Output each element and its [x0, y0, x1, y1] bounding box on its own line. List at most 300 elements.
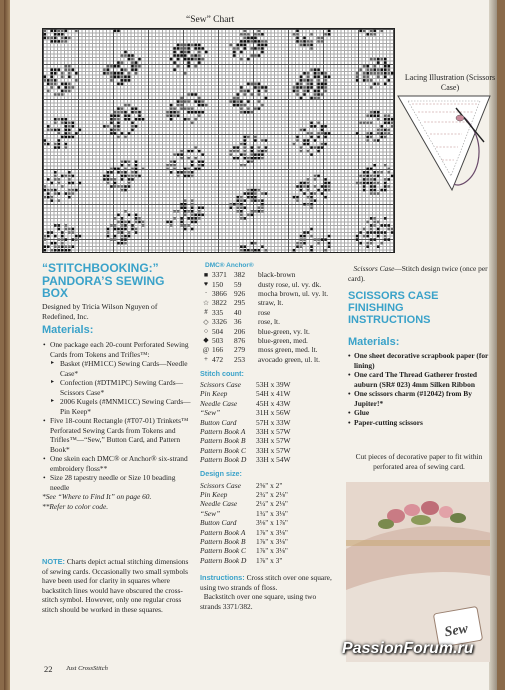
item-name: “Sew”: [200, 508, 221, 518]
stitch-cell: [191, 199, 194, 202]
stitch-cell: [114, 185, 117, 188]
materials-subitem: ▸ Basket (#HM1CC) Sewing Cards—Needle Case*: [42, 359, 194, 378]
design-size-row: [200, 490, 350, 499]
stitch-cell: [128, 235, 131, 238]
stitch-cell: [117, 118, 120, 121]
stitch-cell: [244, 33, 247, 36]
stitch-cell: [198, 114, 201, 117]
stitch-cell: [380, 129, 383, 132]
color-key-row: [200, 270, 350, 279]
stitch-cell: [300, 150, 303, 153]
stitch-cell: [170, 107, 173, 110]
stitch-cell: [138, 175, 141, 178]
stitch-cell: [296, 30, 299, 33]
stitch-cell: [261, 157, 264, 160]
stitch-cell: [201, 164, 204, 167]
stitch-cell: [54, 129, 57, 132]
stitch-cell: [187, 61, 190, 64]
stitch-cell: [356, 132, 359, 135]
stitch-cell: [321, 86, 324, 89]
stitch-cell: [51, 40, 54, 43]
stitch-cell: [307, 182, 310, 185]
stitch-cell: [121, 175, 124, 178]
stitch-cell: [370, 217, 373, 220]
stitch-cell: [244, 153, 247, 156]
stitch-cell: [359, 68, 362, 71]
design-size-heading: Design size:: [200, 469, 242, 479]
stitch-cell: [244, 47, 247, 50]
item-value: 1⅞" x 3": [256, 555, 283, 565]
design-size-row: [200, 527, 350, 536]
stitch-cell: [324, 90, 327, 93]
materials-item: • One package each 20-count Perforated Sewing Cards from Tokens and Trifles™:: [42, 340, 194, 359]
stitch-cell: [310, 125, 313, 128]
stitch-cell: [61, 118, 64, 121]
stitch-cell: [314, 76, 317, 79]
stitch-cell: [47, 178, 50, 181]
stitch-cell: [258, 150, 261, 153]
stitch-cell: [240, 86, 243, 89]
stitch-cell: [121, 242, 124, 245]
stitch-cell: [68, 245, 71, 248]
materials-subitem: ▸ Confection (#DTM1PC) Sewing Cards—Scissors Case*: [42, 378, 194, 397]
stitch-cell: [384, 68, 387, 71]
stitch-cell: [131, 122, 134, 125]
stitch-cell: [58, 132, 61, 135]
stitch-cell: [244, 146, 247, 149]
stitch-cell: [366, 175, 369, 178]
design-size-row: [200, 509, 350, 518]
stitch-cell: [303, 129, 306, 132]
stitch-cell: [356, 79, 359, 82]
stitch-cell: [44, 196, 47, 199]
stitch-cell: [103, 178, 106, 181]
stitch-cell: [310, 146, 313, 149]
stitch-cell: [114, 235, 117, 238]
stitch-cell: [170, 114, 173, 117]
stitch-cell: [363, 185, 366, 188]
stitch-cell: [310, 206, 313, 209]
stitch-cell: [54, 72, 57, 75]
stitch-cell: [201, 100, 204, 103]
stitch-cell: [51, 79, 54, 82]
stitch-count-heading: Stitch count:: [200, 368, 244, 378]
stitch-cell: [310, 83, 313, 86]
stitch-cell: [317, 189, 320, 192]
stitch-cell: [117, 30, 120, 33]
anchor-number: 253: [234, 354, 246, 364]
stitch-cell: [205, 104, 208, 107]
stitch-cell: [310, 122, 313, 125]
stitch-cell: [363, 235, 366, 238]
stitch-cell: [54, 68, 57, 71]
design-size-row: [200, 480, 350, 489]
stitch-cell: [177, 58, 180, 61]
stitch-cell: [247, 111, 250, 114]
stitch-cell: [61, 93, 64, 96]
stitch-cell: [131, 65, 134, 68]
stitch-cell: [180, 100, 183, 103]
stitch-cell: [72, 238, 75, 241]
design-size-row: [200, 518, 350, 527]
stitch-cell: [240, 90, 243, 93]
stitch-cell: [131, 178, 134, 181]
anchor-header: Anchor®: [226, 262, 254, 269]
stitch-cell: [110, 168, 113, 171]
stitch-cell: [247, 90, 250, 93]
stitch-cell: [79, 129, 82, 132]
stitch-cell: [121, 185, 124, 188]
stitch-cell: [54, 79, 57, 82]
stitch-cell: [61, 33, 64, 36]
stitch-cell: [54, 178, 57, 181]
stitch-cell: [44, 189, 47, 192]
stitch-cell: [72, 192, 75, 195]
stitch-cell: [391, 231, 394, 234]
stitch-cell: [233, 51, 236, 54]
stitch-cell: [366, 68, 369, 71]
stitch-cell: [103, 125, 106, 128]
stitch-cell: [58, 93, 61, 96]
stitch-cell: [180, 44, 183, 47]
stitch-cell: [184, 58, 187, 61]
stitch-cell: [303, 192, 306, 195]
stitch-cell: [75, 189, 78, 192]
stitch-cell: [377, 68, 380, 71]
stitch-cell: [121, 132, 124, 135]
stitch-cell: [317, 175, 320, 178]
stitch-cell: [68, 189, 71, 192]
stitch-cell: [366, 76, 369, 79]
stitch-cell: [265, 150, 268, 153]
dmc-number: 166: [212, 345, 224, 355]
stitch-cell: [61, 249, 64, 252]
stitch-cell: [173, 47, 176, 50]
stitch-cell: [258, 199, 261, 202]
stitch-cell: [254, 33, 257, 36]
stitch-cell: [384, 217, 387, 220]
floss-symbol: ■: [203, 270, 209, 279]
stitch-cell: [307, 189, 310, 192]
stitch-cell: [300, 189, 303, 192]
stitch-cell: [198, 206, 201, 209]
stitch-cell: [244, 206, 247, 209]
stitch-cell: [194, 44, 197, 47]
stitch-cell: [180, 104, 183, 107]
stitch-cell: [328, 235, 331, 238]
stitch-cell: [114, 238, 117, 241]
stitch-cell: [258, 100, 261, 103]
stitch-cell: [356, 235, 359, 238]
stitch-cell: [303, 143, 306, 146]
item-value: 31H x 56W: [256, 408, 291, 418]
stitch-cell: [180, 217, 183, 220]
item-name: “Sew”: [200, 408, 221, 418]
stitch-cell: [233, 100, 236, 103]
stitch-cell: [121, 164, 124, 167]
stitch-cell: [237, 157, 240, 160]
stitch-cell: [114, 132, 117, 135]
stitch-cell: [47, 79, 50, 82]
stitch-cell: [166, 114, 169, 117]
stitch-cell: [128, 58, 131, 61]
stitch-cell: [173, 111, 176, 114]
stitch-cell: [54, 171, 57, 174]
stitch-cell: [68, 178, 71, 181]
stitch-cell: [377, 221, 380, 224]
stitch-cell: [387, 122, 390, 125]
stitch-cell: [384, 231, 387, 234]
stitch-count-table: [200, 380, 350, 465]
stitch-cell: [72, 122, 75, 125]
stitch-cell: [258, 153, 261, 156]
stitch-cell: [194, 100, 197, 103]
stitch-cell: [173, 168, 176, 171]
stitch-cell: [384, 114, 387, 117]
stitch-cell: [58, 118, 61, 121]
stitch-cell: [244, 40, 247, 43]
stitch-cell: [65, 122, 68, 125]
stitch-cell: [180, 153, 183, 156]
stitch-cell: [198, 58, 201, 61]
stitch-cell: [107, 175, 110, 178]
stitch-cell: [317, 72, 320, 75]
color-key-row: [200, 308, 350, 317]
stitch-cell: [117, 61, 120, 64]
stitch-cell: [58, 228, 61, 231]
stitch-cell: [366, 221, 369, 224]
stitch-cell: [317, 37, 320, 40]
stitch-cell: [135, 65, 138, 68]
stitch-cell: [166, 168, 169, 171]
lacing-title: Lacing Illustration (Scissors Case): [404, 73, 496, 92]
stitch-cell: [384, 58, 387, 61]
stitch-cell: [79, 235, 82, 238]
stitch-cell: [58, 86, 61, 89]
stitch-cell: [54, 37, 57, 40]
stitch-cell: [61, 40, 64, 43]
stitch-cell: [377, 182, 380, 185]
stitch-cell: [244, 37, 247, 40]
stitch-cell: [187, 58, 190, 61]
stitch-cell: [366, 231, 369, 234]
stitch-cell: [173, 68, 176, 71]
watermark: PassionForum.ru: [342, 640, 474, 657]
stitch-cell: [142, 118, 145, 121]
stitch-cell: [187, 44, 190, 47]
stitch-cell: [128, 178, 131, 181]
stitch-cell: [307, 90, 310, 93]
stitch-cell: [244, 90, 247, 93]
stitch-cell: [373, 178, 376, 181]
stitch-cell: [54, 245, 57, 248]
stitch-cell: [317, 146, 320, 149]
stitch-cell: [110, 185, 113, 188]
materials-subitem: ▸ 2006 Kugels (#MNM1CC) Sewing Cards—Pin Keep*: [42, 397, 194, 416]
dmc-number: 3371: [212, 270, 227, 280]
stitch-cell: [247, 192, 250, 195]
stitch-cell: [317, 90, 320, 93]
stitch-cell: [310, 192, 313, 195]
stitch-cell: [117, 111, 120, 114]
stitch-cell: [65, 249, 68, 252]
stitch-cell: [44, 249, 47, 252]
stitch-cell: [61, 30, 64, 33]
item-name: Scissors Case: [200, 480, 241, 490]
stitch-cell: [247, 58, 250, 61]
stitch-cell: [121, 160, 124, 163]
stitch-cell: [258, 44, 261, 47]
stitch-cell: [184, 107, 187, 110]
stitch-cell: [377, 139, 380, 142]
stitch-cell: [184, 100, 187, 103]
stitch-cell: [51, 231, 54, 234]
color-name: blue-green, med.: [258, 335, 308, 345]
stitch-cell: [254, 157, 257, 160]
stitch-cell: [244, 150, 247, 153]
stitch-cell: [107, 228, 110, 231]
stitch-cell: [328, 30, 331, 33]
stitch-cell: [121, 79, 124, 82]
stitch-cell: [198, 54, 201, 57]
stitch-cell: [380, 231, 383, 234]
stitch-cell: [370, 114, 373, 117]
stitch-cell: [65, 245, 68, 248]
stitch-cell: [240, 143, 243, 146]
stitch-cell: [373, 65, 376, 68]
stitch-cell: [135, 118, 138, 121]
stitch-cell: [51, 242, 54, 245]
dmc-number: 150: [212, 279, 224, 289]
dmc-number: 503: [212, 335, 224, 345]
stitch-cell: [44, 139, 47, 142]
stitch-cell: [300, 245, 303, 248]
stitch-cell: [324, 178, 327, 181]
stitch-cell: [114, 118, 117, 121]
stitch-cell: [194, 54, 197, 57]
stitch-cell: [240, 107, 243, 110]
stitch-cell: [177, 47, 180, 50]
stitch-cell: [296, 245, 299, 248]
stitch-cell: [117, 114, 120, 117]
stitch-cell: [317, 76, 320, 79]
page-number: 22: [44, 664, 53, 674]
stitch-cell: [54, 189, 57, 192]
stitch-cell: [110, 72, 113, 75]
materials-heading: Materials:: [42, 324, 94, 336]
stitch-cell: [307, 185, 310, 188]
stitch-cell: [303, 90, 306, 93]
stitch-cell: [65, 238, 68, 241]
stitch-cell: [328, 182, 331, 185]
scissors-intro-text: —Stitch design twice (once per card).: [348, 264, 488, 283]
designer-credit: Designed by Tricia Wilson Nguyen of Redefined, Inc.: [42, 302, 158, 321]
stitch-cell: [54, 83, 57, 86]
stitch-cell: [191, 93, 194, 96]
stitch-cell: [310, 199, 313, 202]
stitch-cell: [107, 68, 110, 71]
stitch-cell: [135, 217, 138, 220]
stitch-cell: [384, 65, 387, 68]
stitch-cell: [307, 178, 310, 181]
stitch-cell: [54, 146, 57, 149]
stitch-cell: [114, 114, 117, 117]
anchor-number: 36: [234, 317, 242, 327]
stitch-cell: [240, 206, 243, 209]
stitch-cell: [65, 83, 68, 86]
stitch-cell: [387, 178, 390, 181]
stitch-cell: [230, 206, 233, 209]
stitch-cell: [124, 189, 127, 192]
stitch-cell: [194, 214, 197, 217]
stitch-cell: [131, 107, 134, 110]
stitch-cell: [265, 97, 268, 100]
stitch-cell: [75, 238, 78, 241]
stitch-cell: [373, 139, 376, 142]
stitch-cell: [198, 104, 201, 107]
stitch-cell: [107, 182, 110, 185]
stitch-cell: [54, 118, 57, 121]
stitch-cell: [261, 206, 264, 209]
stitch-cell: [258, 206, 261, 209]
stitch-cell: [244, 217, 247, 220]
stitch-cell: [142, 168, 145, 171]
stitch-cell: [384, 83, 387, 86]
stitch-cell: [177, 171, 180, 174]
stitch-cell: [47, 196, 50, 199]
stitch-cell: [380, 125, 383, 128]
stitch-cell: [135, 228, 138, 231]
stitch-cell: [384, 132, 387, 135]
stitch-cell: [237, 206, 240, 209]
stitch-cell: [265, 40, 268, 43]
stitch-cell: [237, 146, 240, 149]
stitch-cell: [230, 203, 233, 206]
stitch-cell: [121, 178, 124, 181]
stitch-cell: [307, 139, 310, 142]
stitch-cell: [237, 104, 240, 107]
stitch-cell: [135, 160, 138, 163]
stitch-cell: [68, 129, 71, 132]
stitch-cell: [317, 93, 320, 96]
stitch-cell: [117, 214, 120, 217]
stitch-cell: [251, 111, 254, 114]
color-key-row: [200, 279, 350, 288]
stitch-cell: [184, 203, 187, 206]
stitch-cell: [58, 33, 61, 36]
stitch-cell: [380, 171, 383, 174]
stitch-cell: [265, 86, 268, 89]
stitch-count-row: [200, 436, 350, 445]
stitch-cell: [58, 192, 61, 195]
stitch-cell: [317, 68, 320, 71]
item-value: 1⅞" x 3⅛": [256, 546, 288, 556]
stitch-cell: [244, 30, 247, 33]
stitch-cell: [380, 132, 383, 135]
stitch-cell: [124, 136, 127, 139]
stitch-cell: [131, 228, 134, 231]
stitch-cell: [72, 182, 75, 185]
stitch-cell: [110, 238, 113, 241]
stitch-cell: [79, 182, 82, 185]
item-name: Pin Keep: [200, 389, 228, 399]
scissors-materials-list: [348, 351, 490, 427]
anchor-number: 382: [234, 270, 246, 280]
stitch-cell: [324, 196, 327, 199]
stitch-cell: [54, 242, 57, 245]
stitch-cell: [387, 185, 390, 188]
stitch-cell: [191, 217, 194, 220]
